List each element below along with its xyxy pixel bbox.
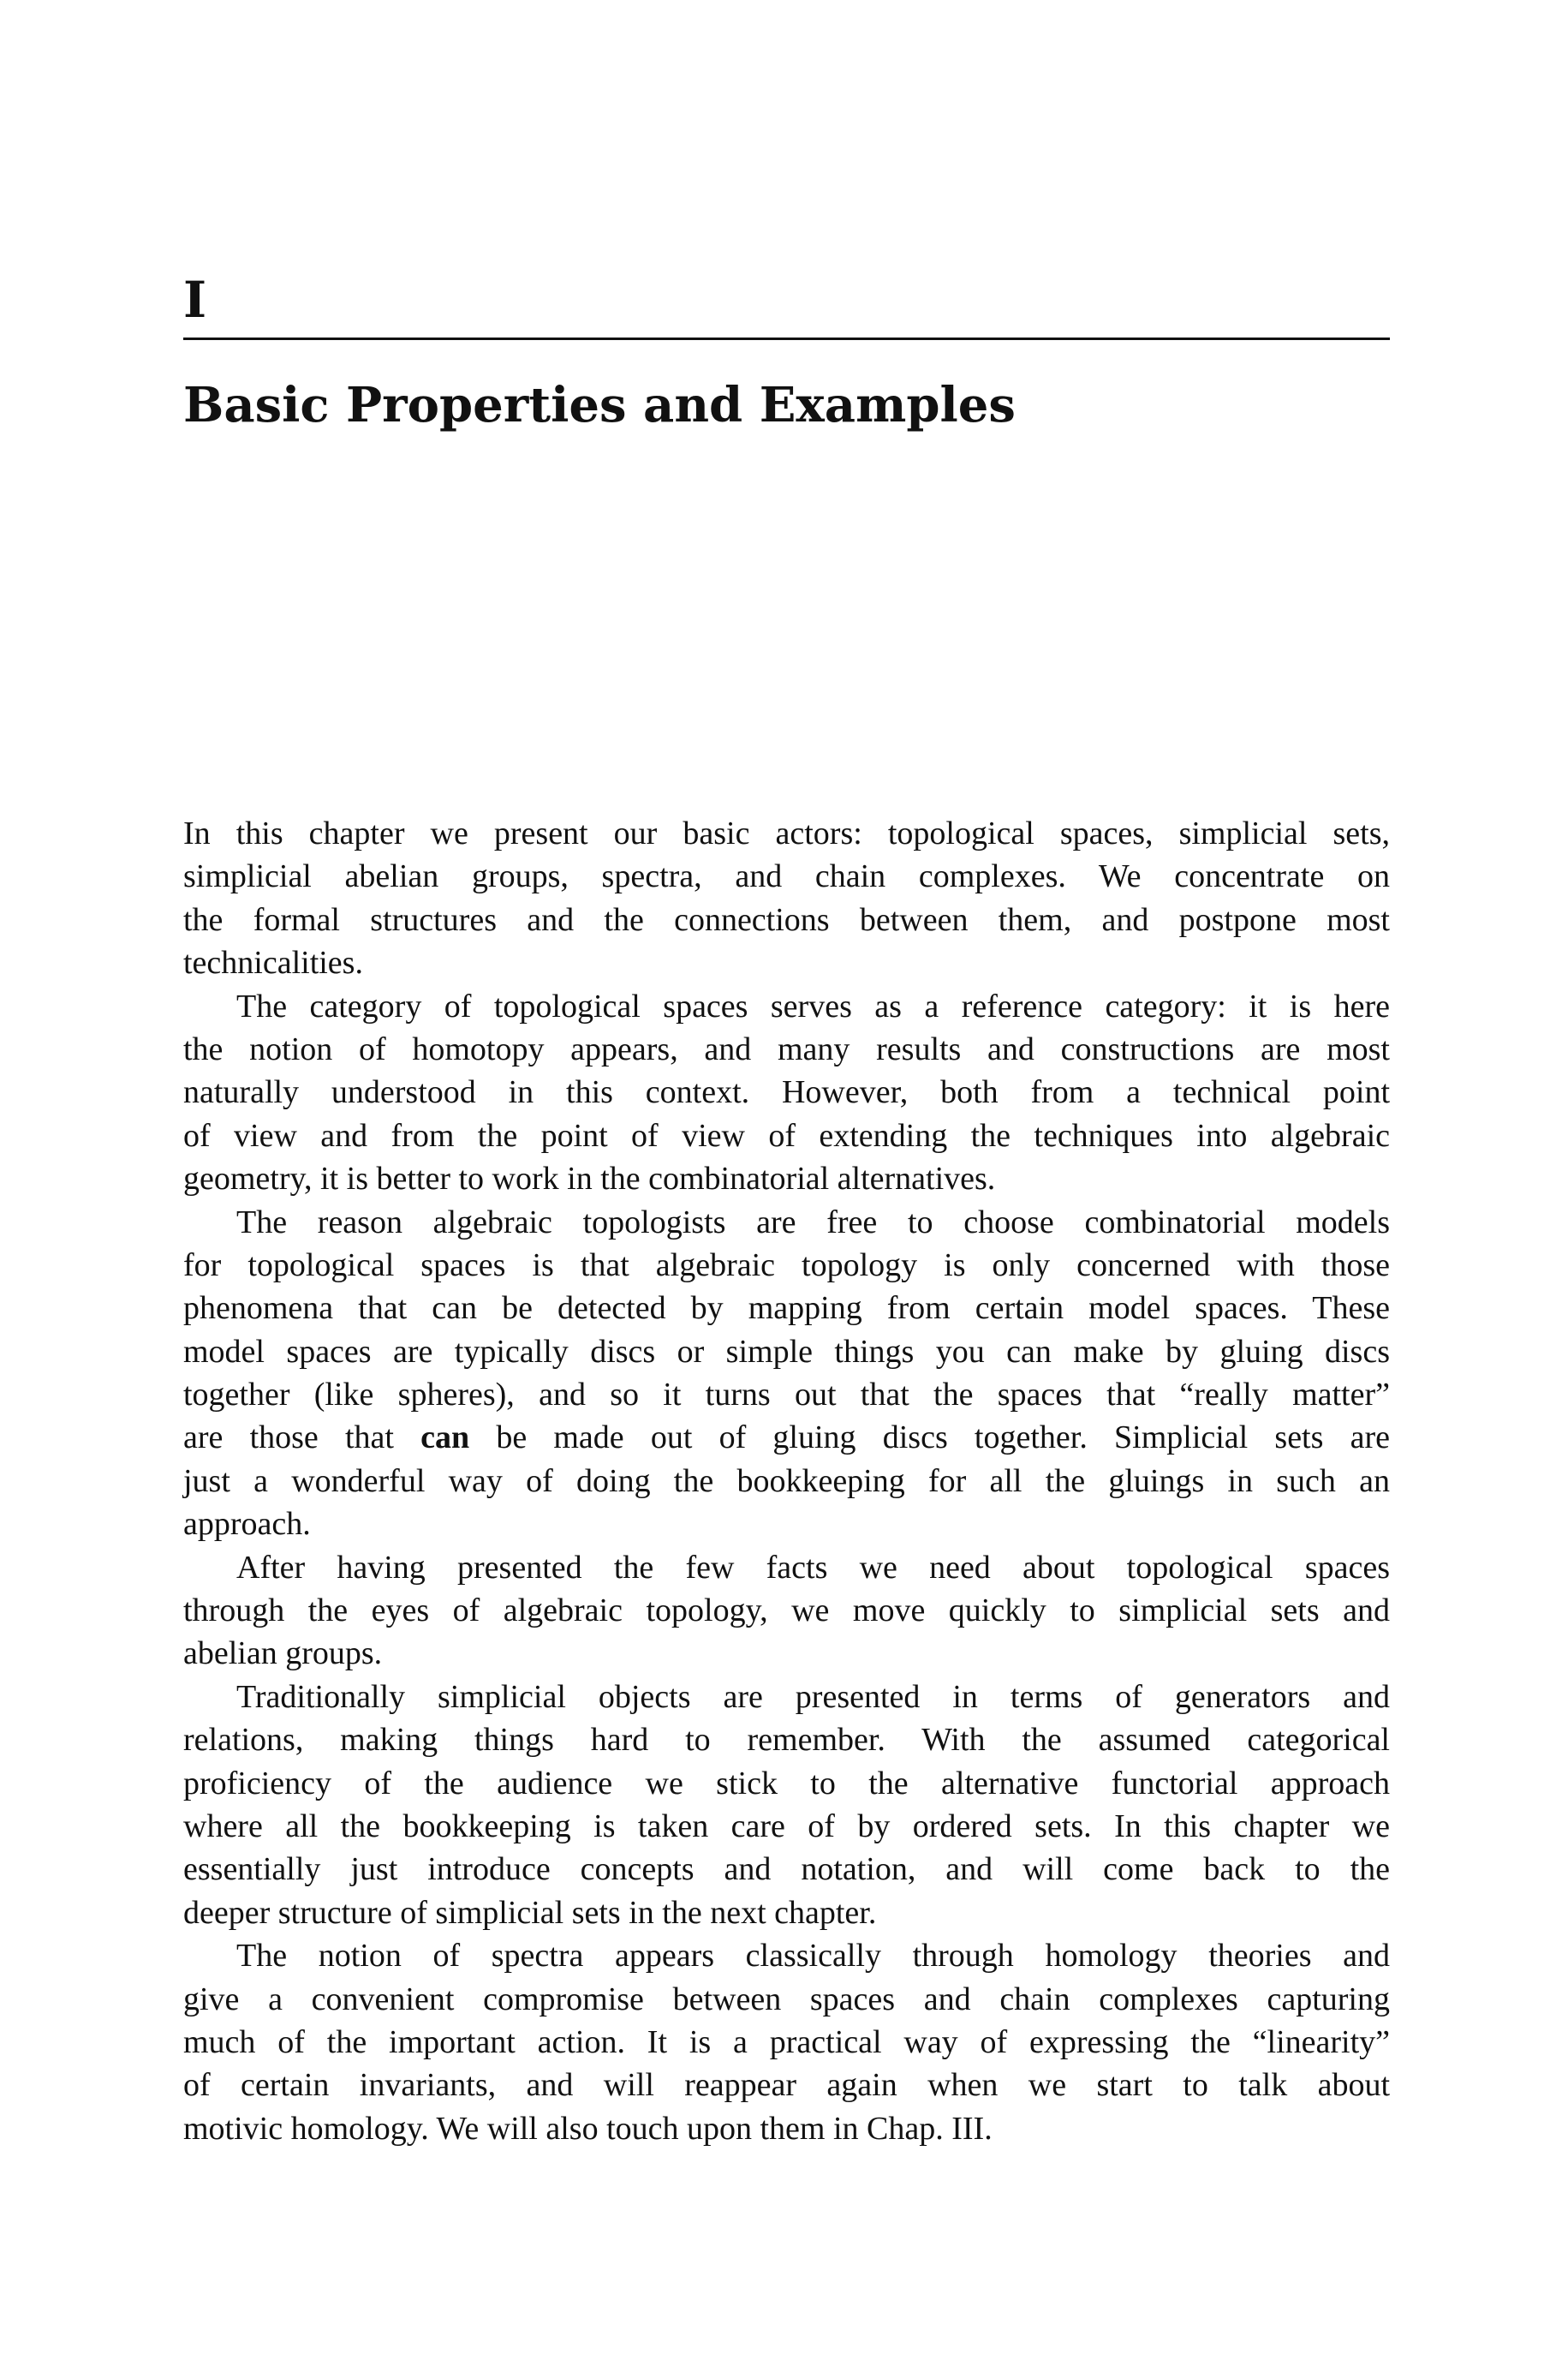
text-line: just a wonderful way of doing the bookkeeping for all the gluings in such an — [183, 1462, 1390, 1499]
text-line: After having presented the few facts we need about topological spaces — [236, 1549, 1390, 1586]
paragraph — [183, 812, 1390, 985]
text-line — [183, 1416, 1390, 1459]
emphasized-word: can — [420, 1419, 470, 1456]
text-line: of certain invariants, and will reappear again when we start to talk about — [183, 2067, 1390, 2104]
text-line: phenomena that can be detected by mapping from certain model spaces. These — [183, 1290, 1390, 1327]
text-line: of view and from the point of view of extending the techniques into algebraic — [183, 1117, 1390, 1154]
text-line: naturally understood in this context. However, both from a technical point — [183, 1074, 1390, 1111]
paragraph — [183, 985, 1390, 1201]
chapter-rule — [183, 338, 1390, 340]
paragraph — [183, 1201, 1390, 1546]
text-line: deeper structure of simplicial sets in the next chapter. — [183, 1894, 877, 1931]
chapter-introduction — [183, 812, 1390, 2150]
text-segment: are those that — [183, 1419, 421, 1456]
text-line: model spaces are typically discs or simple things you can make by gluing discs — [183, 1333, 1390, 1370]
text-line: together (like spheres), and so it turns out that the spaces that “really matter” — [183, 1377, 1390, 1413]
text-line: approach. — [183, 1506, 311, 1543]
text-line: abelian groups. — [183, 1635, 383, 1672]
text-line: Traditionally simplicial objects are presented in terms of generators and — [236, 1678, 1390, 1715]
chapter-title: Basic Properties and Examples — [183, 377, 1016, 433]
text-line: In this chapter we present our basic actors: topological spaces, simplicial sets, — [183, 816, 1390, 851]
paragraph — [183, 1676, 1390, 1934]
text-line: The category of topological spaces serves as a reference category: it is here — [236, 988, 1390, 1025]
text-line: geometry, it is better to work in the combinatorial alternatives. — [183, 1161, 996, 1198]
text-segment: be made out of gluing discs together. Simplicial sets are — [469, 1419, 1390, 1456]
chapter-number: I — [183, 271, 207, 329]
text-line: for topological spaces is that algebraic topology is only concerned with those — [183, 1246, 1390, 1283]
text-line: give a convenient compromise between spaces and chain complexes capturing — [183, 1981, 1390, 2017]
text-line: The notion of spectra appears classically through homology theories and — [236, 1938, 1390, 1975]
text-line: the formal structures and the connections between them, and postpone most — [183, 901, 1390, 938]
paragraph — [183, 1546, 1390, 1676]
text-line: where all the bookkeeping is taken care of by ordered sets. In this chapter we — [183, 1807, 1390, 1844]
paragraph — [183, 1934, 1390, 2150]
text-line: technicalities. — [183, 945, 363, 982]
text-line: essentially just introduce concepts and notation, and will come back to the — [183, 1851, 1390, 1888]
text-line: through the eyes of algebraic topology, we move quickly to simplicial sets and — [183, 1592, 1390, 1629]
text-line: relations, making things hard to remember. With the assumed categorical — [183, 1722, 1390, 1759]
text-line: proficiency of the audience we stick to the alternative functorial approach — [183, 1765, 1390, 1801]
text-line: The reason algebraic topologists are free to choose combinatorial models — [236, 1204, 1390, 1240]
text-line: much of the important action. It is a practical way of expressing the “linearity” — [183, 2023, 1390, 2060]
text-line: simplicial abelian groups, spectra, and chain complexes. We concentrate on — [183, 858, 1390, 895]
text-line: motivic homology. We will also touch upon them in Chap. III. — [183, 2110, 993, 2147]
text-line: the notion of homotopy appears, and many results and constructions are most — [183, 1031, 1390, 1067]
